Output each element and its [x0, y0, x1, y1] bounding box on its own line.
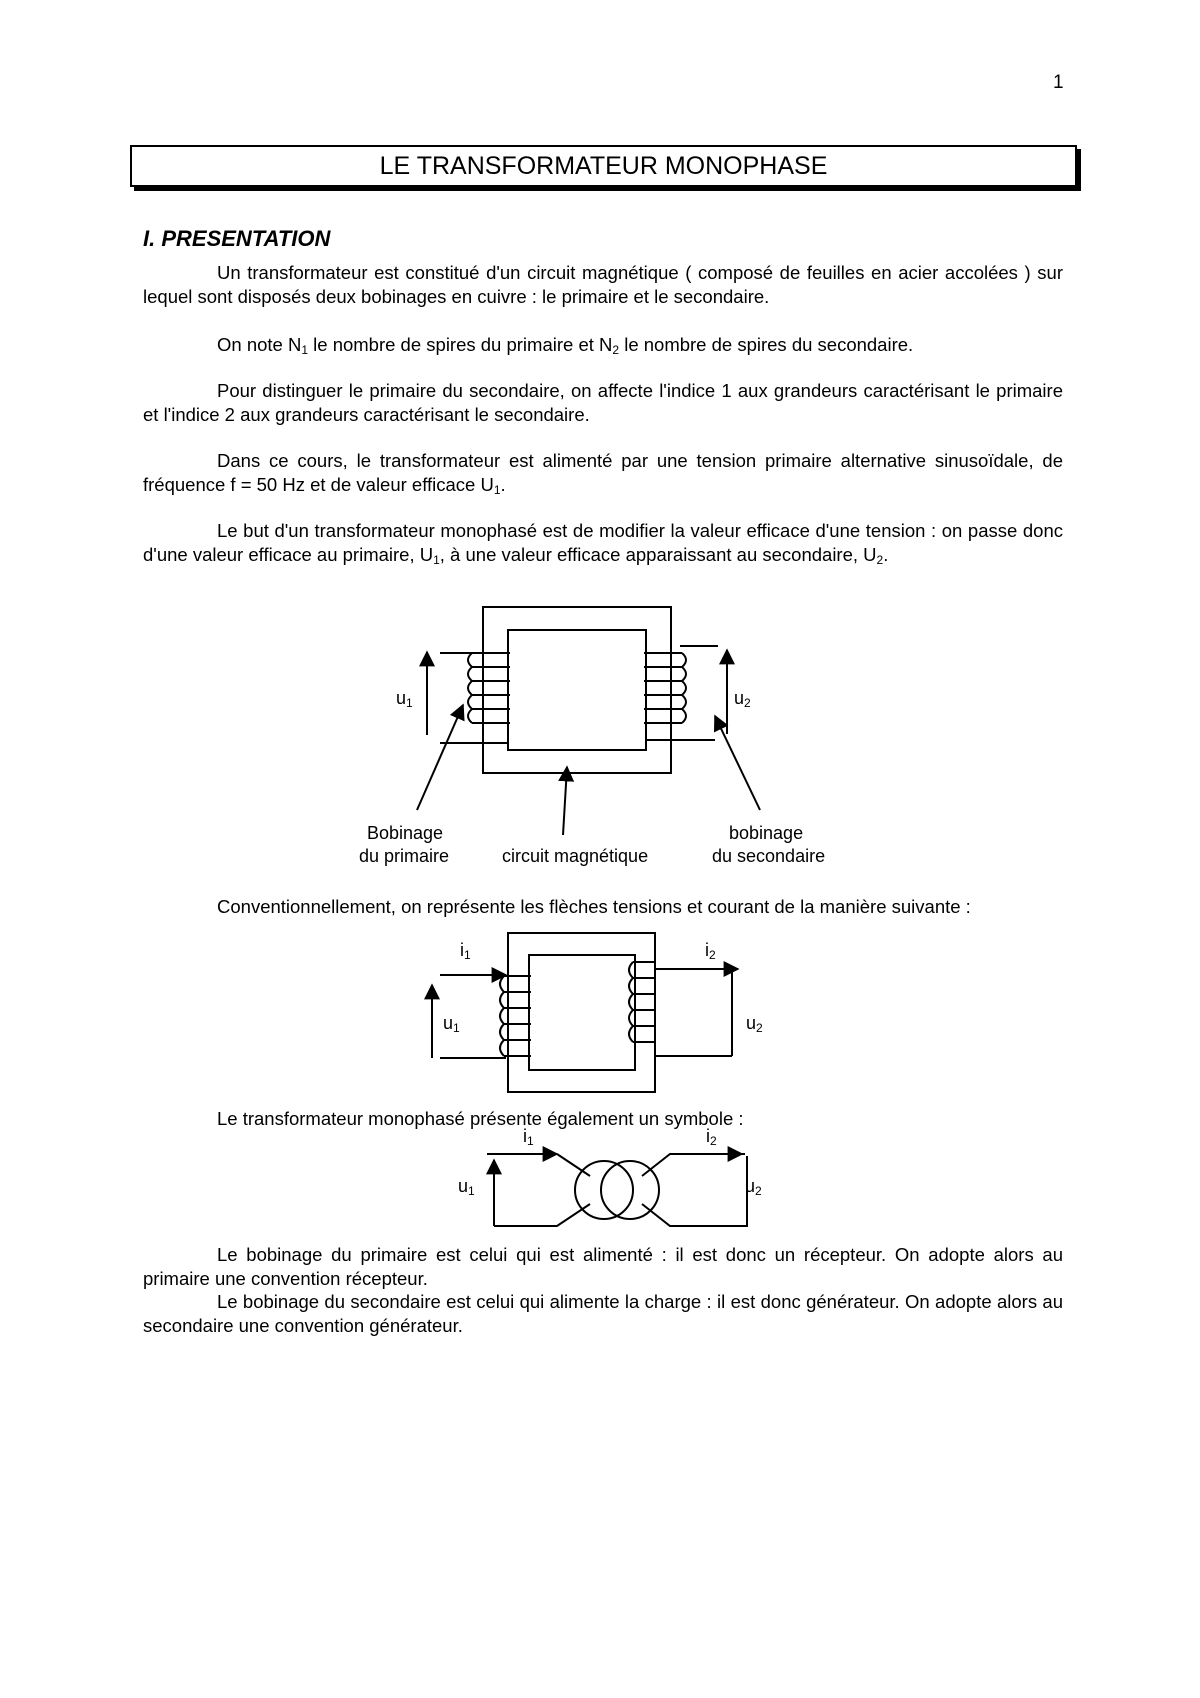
- text-run: .: [883, 544, 889, 565]
- paragraph-intro: Un transformateur est constitué d'un circuit magnétique ( composé de feuilles en acier accolées ) sur lequel sont disposés deux bobinages en cuivre : le primaire et le secondaire.: [143, 262, 1063, 307]
- u2-label: [745, 1176, 762, 1197]
- text-run: le nombre de spires du secondaire.: [619, 334, 914, 355]
- subscript: 2: [876, 553, 884, 567]
- label-text: i: [705, 940, 709, 960]
- subscript: 2: [755, 1184, 762, 1198]
- core-label: circuit magnétique: [502, 846, 649, 866]
- subscript: 1: [406, 696, 413, 710]
- subscript: 1: [493, 483, 501, 497]
- secondary-winding-label-2: du secondaire: [712, 846, 826, 866]
- u1-label: [458, 1176, 475, 1197]
- subscript: 2: [612, 343, 620, 357]
- subscript: 1: [433, 553, 440, 567]
- text-run: On note N: [217, 334, 302, 355]
- subscript: 1: [527, 1134, 534, 1148]
- primary-winding-label-2: du primaire: [359, 846, 450, 866]
- text-run: Dans ce cours, le transformateur est alimenté par une tension primaire alternative sinusoïdale, de fréquence f = 50 Hz et de valeur efficace U: [143, 450, 1063, 495]
- subscript: 2: [744, 696, 751, 710]
- paragraph-indices: Pour distinguer le primaire du secondaire, on affecte l'indice 1 aux grandeurs caractérisant le primaire et l'indice 2 aux grandeurs caractérisant le secondaire.: [143, 380, 1063, 425]
- paragraph-secondary-convention: Le bobinage du secondaire est celui qui alimente la charge : il est donc générateur. On adopte alors au secondaire une convention générateur.: [143, 1291, 1063, 1336]
- text-run: Le but d'un transformateur monophasé est de modifier la valeur efficace d'une tension : on passe donc d'une valeur efficace au primaire, U: [143, 520, 1063, 565]
- subscript: 2: [709, 948, 716, 962]
- text-run: .: [500, 474, 506, 495]
- secondary-winding-label: bobinage: [729, 823, 804, 843]
- subscript: 2: [756, 1021, 763, 1035]
- paragraph-symbol: Le transformateur monophasé présente également un symbole :: [217, 1108, 744, 1129]
- label-text: u: [458, 1176, 469, 1196]
- subscript: 2: [710, 1134, 717, 1148]
- primary-winding-label: Bobinage: [367, 823, 444, 843]
- label-text: u: [745, 1176, 756, 1196]
- subscript: 1: [453, 1021, 460, 1035]
- label-text: i: [706, 1126, 710, 1146]
- label-text: u: [443, 1013, 454, 1033]
- subscript: 1: [468, 1184, 475, 1198]
- label-text: u: [396, 688, 407, 708]
- label-text: u: [734, 688, 745, 708]
- i2-label: [706, 1126, 717, 1147]
- subscript: 1: [301, 343, 309, 357]
- section-heading: I. PRESENTATION: [143, 226, 331, 251]
- paragraph-conventions: Conventionnellement, on représente les flèches tensions et courant de la manière suivante :: [217, 896, 971, 917]
- page-title: LE TRANSFORMATEUR MONOPHASE: [130, 145, 1077, 187]
- label-text: i: [460, 940, 464, 960]
- label-text: u: [746, 1013, 757, 1033]
- i1-label: [523, 1126, 534, 1147]
- subscript: 1: [464, 948, 471, 962]
- page-number: 1: [1053, 72, 1064, 93]
- text-run: le nombre de spires du primaire et N: [308, 334, 613, 355]
- paragraph-primary-convention: Le bobinage du primaire est celui qui est alimenté : il est donc un récepteur. On adopte alors au primaire une convention récepteur.: [143, 1244, 1063, 1289]
- text-run: , à une valeur efficace apparaissant au secondaire, U: [439, 544, 877, 565]
- label-text: i: [523, 1126, 527, 1146]
